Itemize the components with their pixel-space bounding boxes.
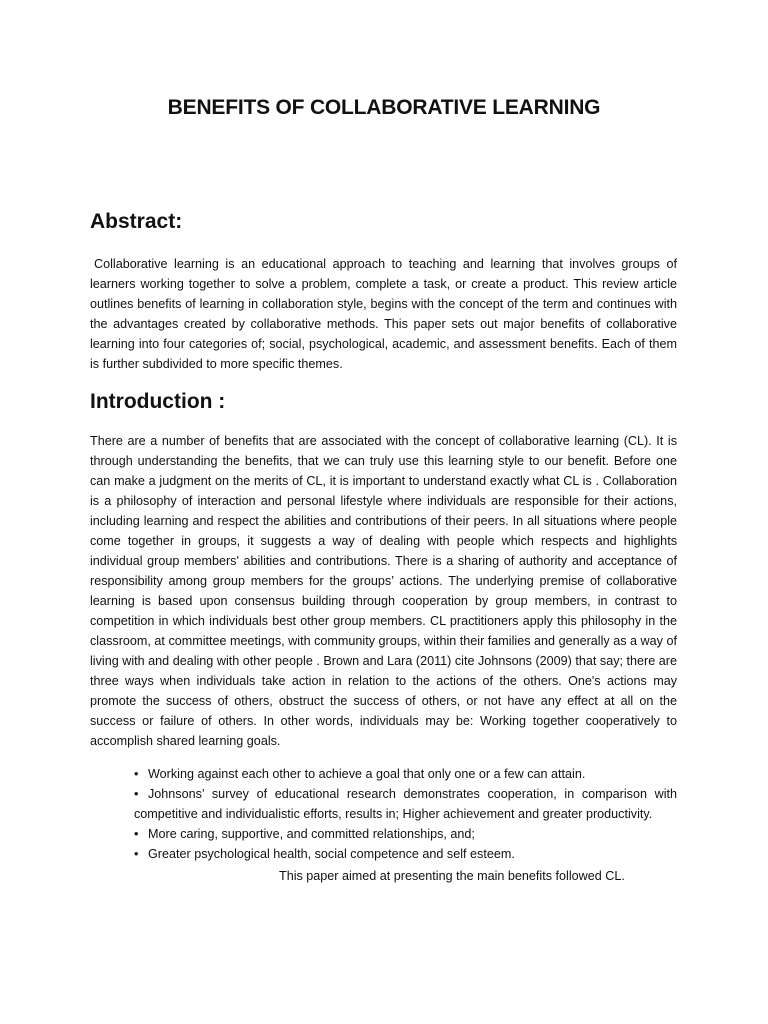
bullet-icon: • (134, 767, 139, 781)
closing-sentence: This paper aimed at presenting the main benefits followed CL. (279, 869, 625, 883)
abstract-paragraph: Collaborative learning is an educational approach to teaching and learning that involves groups of learners working together to solve a problem, complete a task, or create a product. This review article outlines benefits of learning in collaboration style, begins with the concept of the term and continues with the advantages created by collaborative methods. This paper sets out major benefits of collaborative learning into four categories of; social, psychological, academic, and assessment benefits. Each of them is further subdivided to more specific themes. (90, 257, 677, 371)
introduction-heading: Introduction : (90, 390, 226, 413)
abstract-heading: Abstract: (90, 210, 183, 233)
bullet-icon: • (134, 787, 139, 801)
list-item (134, 824, 677, 844)
list-item-text: Johnsons’ survey of educational research demonstrates cooperation, in comparison with competitive and individualistic efforts, results in; Higher achievement and greater productivity. (134, 787, 677, 821)
bullet-icon: • (134, 827, 139, 841)
list-item (134, 844, 677, 864)
bullet-icon: • (134, 847, 139, 861)
list-item-text: Working against each other to achieve a goal that only one or a few can attain. (148, 767, 586, 781)
list-item (134, 764, 677, 784)
document-title: BENEFITS OF COLLABORATIVE LEARNING (167, 96, 601, 119)
introduction-paragraph: There are a number of benefits that are associated with the concept of collaborative learning (CL). It is through understanding the benefits, that we can truly use this learning style to our benefit. Before one can make a judgment on the merits of CL, it is important to understand exactly what CL is . Collaboration is a philosophy of interaction and personal lifestyle where individuals are responsible for their actions, including learning and respect the abilities and contributions of their peers. In all situations where people come together in groups, it suggests a way of dealing with people which respects and highlights individual group members' abilities and contributions. There is a sharing of authority and acceptance of responsibility among group members for the groups’ actions. The underlying premise of collaborative learning is based upon consensus building through cooperation by group members, in contrast to competition in which individuals best other group members. CL practitioners apply this philosophy in the classroom, at committee meetings, with community groups, within their families and generally as a way of living with and dealing with other people . Brown and Lara (2011) cite Johnsons (2009) that say; there are three ways when individuals take action in relation to the actions of the others. One's actions may promote the success of others, obstruct the success of others, or not have any effect at all on the success or failure of others. In other words, individuals may be: Working together cooperatively to accomplish shared learning goals. (90, 434, 677, 748)
list-item-text: More caring, supportive, and committed relationships, and; (148, 827, 475, 841)
list-item (134, 784, 677, 824)
list-item-text: Greater psychological health, social competence and self esteem. (148, 847, 515, 861)
benefits-list (134, 764, 677, 864)
